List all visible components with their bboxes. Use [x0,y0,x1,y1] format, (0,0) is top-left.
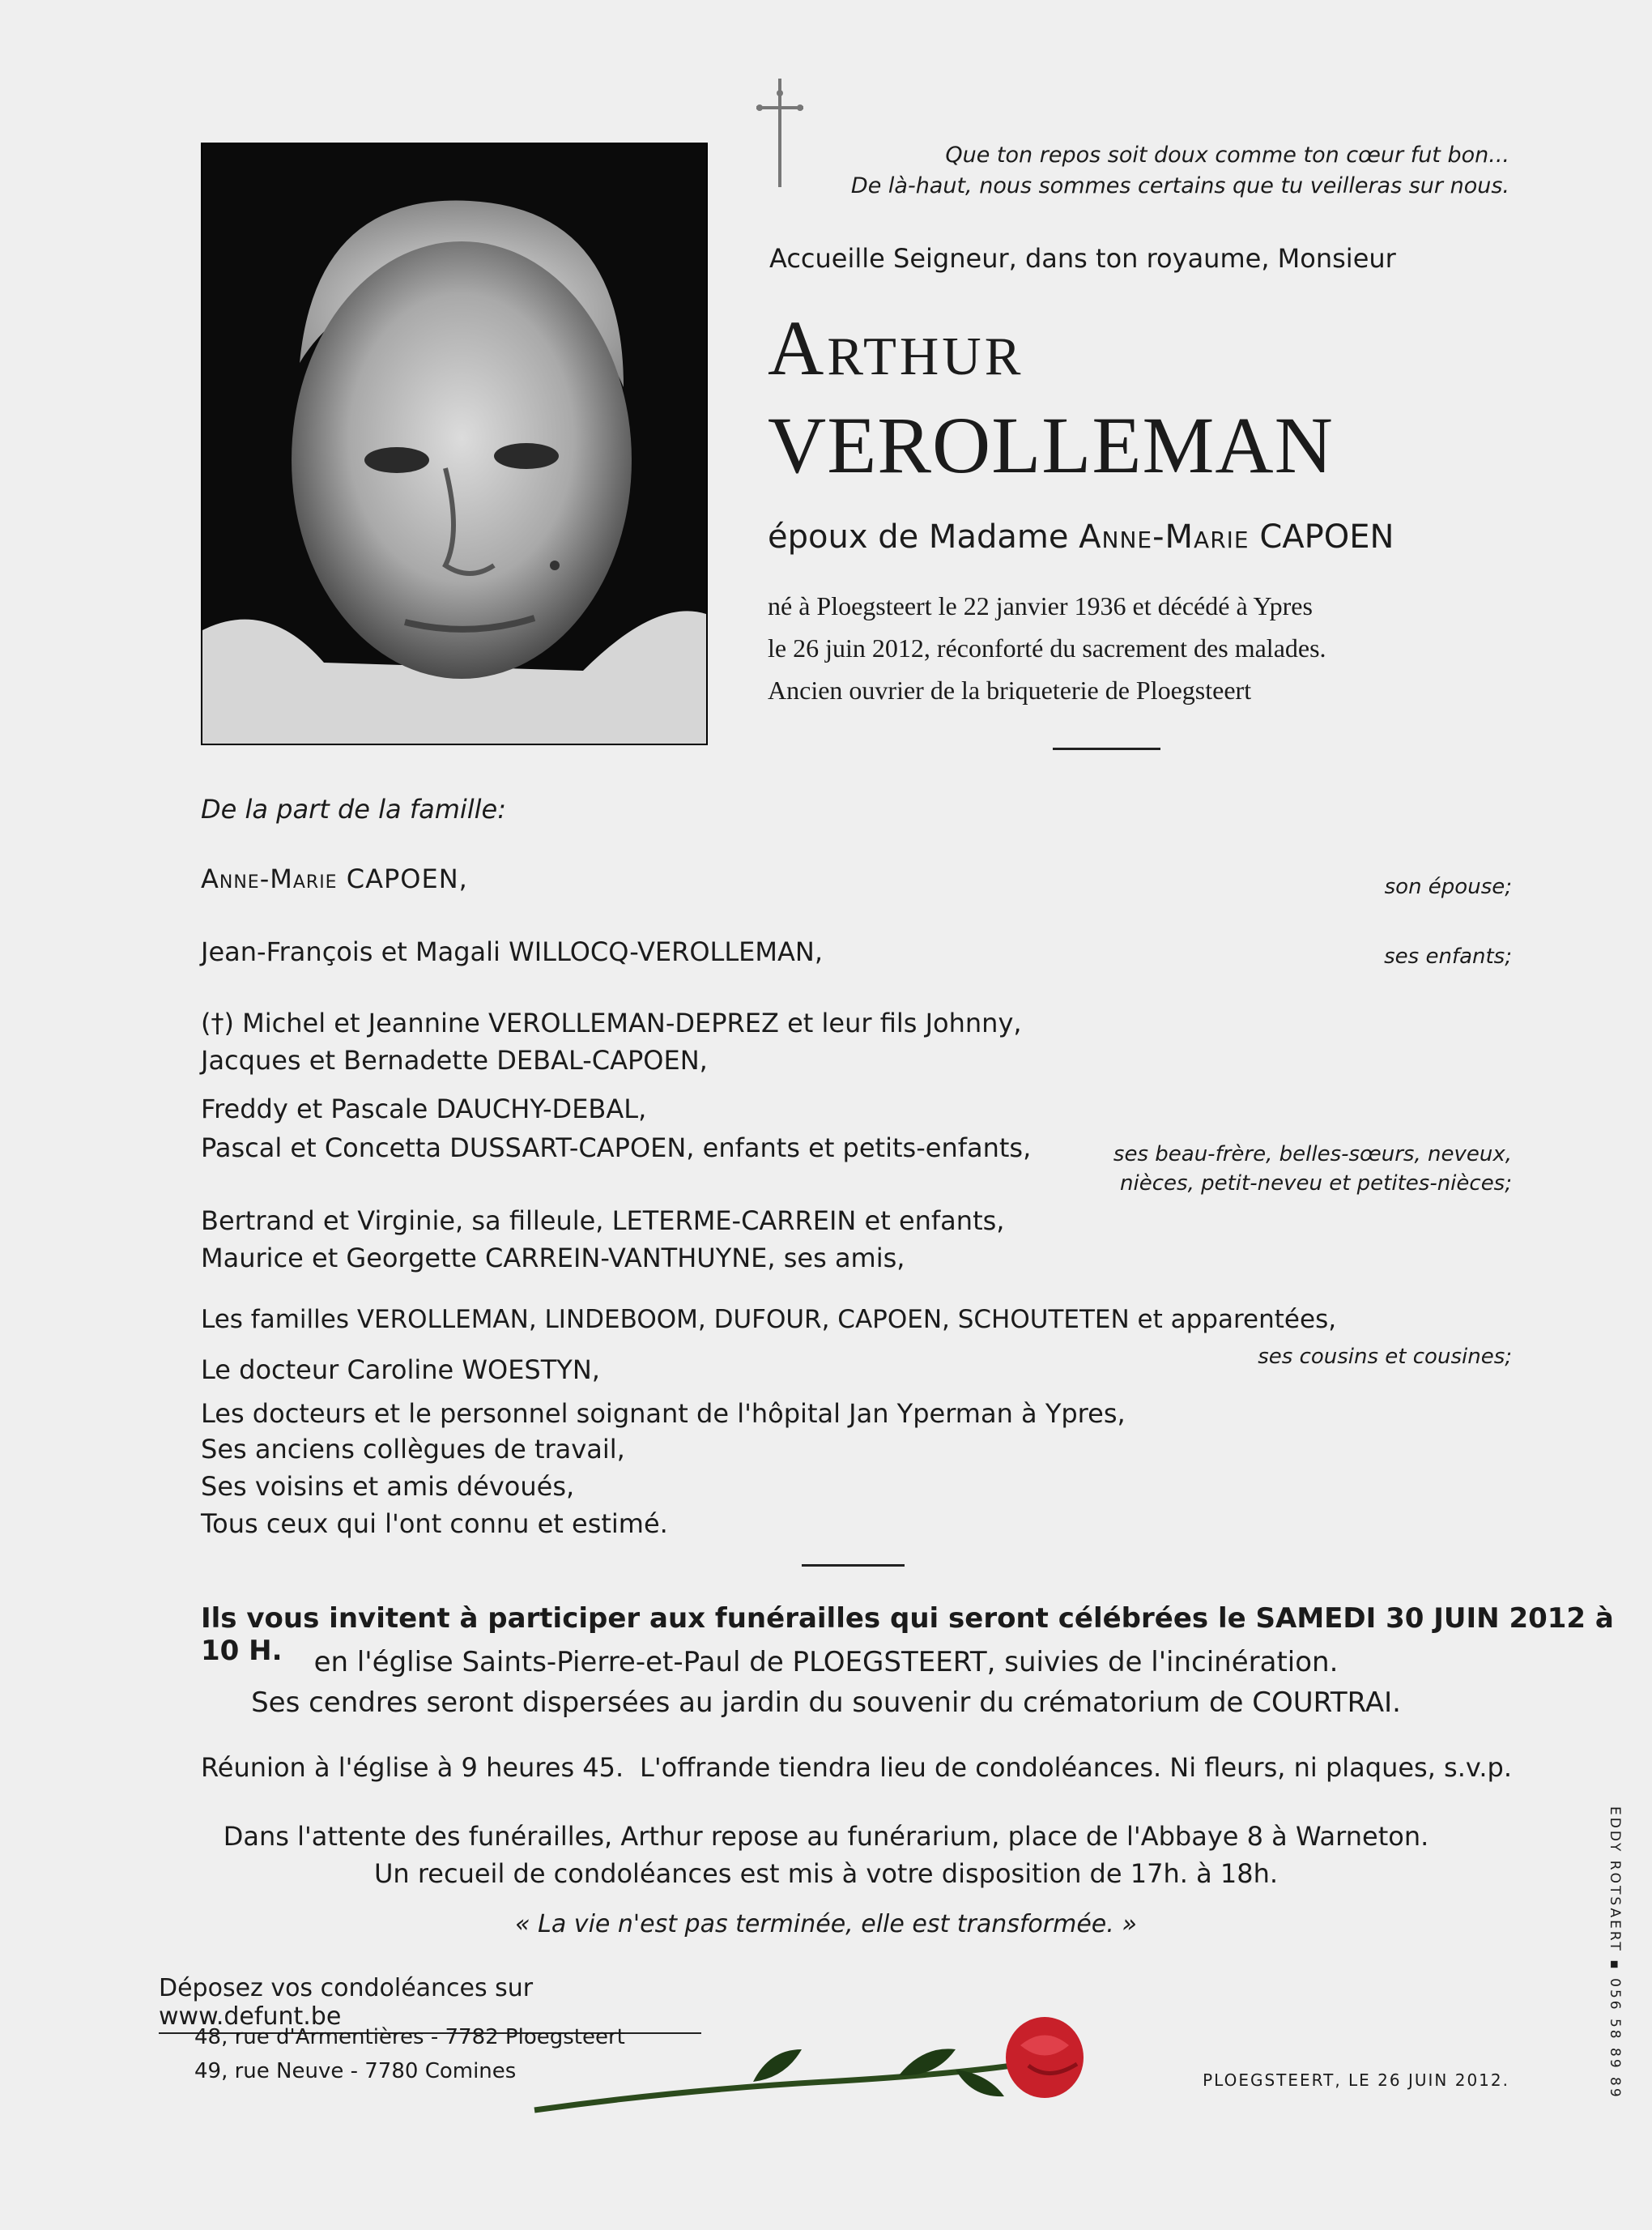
family-line-2: Jean-François et Magali WILLOCQ-VEROLLEMAN, [201,936,823,967]
deceased-last-name: VEROLLEMAN [768,400,1334,490]
family-line-7: Bertrand et Virginie, sa filleule, LETERME-CARREIN et enfants, [201,1205,1005,1236]
epigraph-line-1: Que ton repos soit doux comme ton cœur fut bon... [945,143,1509,168]
spouse-line [768,518,1394,556]
wake-line-2: Un recueil de condoléances est mis à votre disposition de 17h. à 18h. [373,1858,1279,1889]
family-line-8: Maurice et Georgette CARREIN-VANTHUYNE, ses amis, [201,1243,905,1273]
closing-quote: « La vie n'est pas terminée, elle est transformée. » [515,1910,1137,1938]
family-role-inlaws-2: nièces, petit-neveu et petites-nièces; [1120,1171,1512,1196]
funeral-line-2: en l'église Saints-Pierre-et-Paul de PLOEGSTEERT, suivies de l'incinération. [313,1646,1339,1678]
cross-icon [751,77,808,190]
bio-line-1: né à Ploegsteert le 22 janvier 1936 et décédé à Ypres [768,591,1313,620]
condolences-link[interactable]: Déposez vos condoléances sur www.defunt.be [159,1974,701,2034]
family-line-6: Pascal et Concetta DUSSART-CAPOEN, enfants et petits-enfants, [201,1132,1032,1163]
deceased-first-name: Arthur [768,305,1024,391]
family-heading: De la part de la famille: [201,794,506,825]
note-fleurs: Ni fleurs, ni plaques, s.v.p. [1169,1752,1512,1783]
family-line-5: Freddy et Pascale DAUCHY-DEBAL, [201,1094,647,1124]
family-line-1: Anne-Marie CAPOEN, [201,863,468,894]
family-line-3: (†) Michel et Jeannine VEROLLEMAN-DEPREZ et leur fils Johnny, [201,1008,1022,1038]
divider-2 [802,1564,905,1567]
spouse-first-name: Anne-Marie [1079,518,1250,556]
bio-line-2: le 26 juin 2012, réconforté du sacrement des malades. [768,633,1326,663]
family-line-4: Jacques et Bernadette DEBAL-CAPOEN, [201,1045,708,1076]
spouse-prefix: époux de Madame [768,518,1069,556]
place-date: PLOEGSTEERT, LE 26 JUIN 2012. [1203,2070,1509,2090]
wake-line-1: Dans l'attente des funérailles, Arthur repose au funérarium, place de l'Abbaye 8 à Warneton. [223,1821,1429,1852]
portrait-photo [201,143,708,745]
family-line-13: Ses voisins et amis dévoués, [201,1471,575,1502]
epigraph-line-2: De là-haut, nous sommes certains que tu veilleras sur nous. [850,173,1509,198]
funeral-line-1: Ils vous invitent à participer aux funérailles qui seront célébrées le SAMEDI 30 JUIN 2012 à 10 H. [201,1602,1614,1667]
family-line-14: Tous ceux qui l'ont connu et estimé. [201,1508,668,1539]
note-reunion: Réunion à l'église à 9 heures 45. [201,1752,624,1783]
funeral-home-address-1: 48, rue d'Armentières - 7782 Ploegsteert [194,2025,625,2049]
family-role-spouse: son épouse; [1384,875,1512,899]
family-role-inlaws-1: ses beau-frère, belles-sœurs, neveux, [1113,1142,1512,1166]
funeral-home-address-2: 49, rue Neuve - 7780 Comines [194,2059,517,2083]
family-line-10: Le docteur Caroline WOESTYN, [201,1354,600,1385]
family-line-9: Les familles VEROLLEMAN, LINDEBOOM, DUFOUR, CAPOEN, SCHOUTETEN et apparentées, [201,1305,1337,1334]
family-line-12: Ses anciens collègues de travail, [201,1434,625,1465]
rose-icon [518,2001,1101,2122]
note-offrande: L'offrande tiendra lieu de condoléances. [640,1752,1162,1783]
family-role-children: ses enfants; [1384,944,1512,969]
divider-1 [1053,748,1160,750]
funeral-line-3: Ses cendres seront dispersées au jardin du souvenir du crématorium de COURTRAI. [251,1686,1401,1719]
intro-text: Accueille Seigneur, dans ton royaume, Monsieur [769,243,1396,274]
family-line-11: Les docteurs et le personnel soignant de l'hôpital Jan Yperman à Ypres, [201,1398,1126,1429]
spouse-surname: CAPOEN [1259,518,1394,556]
family-role-cousins: ses cousins et cousines; [1258,1345,1512,1369]
bio-line-3: Ancien ouvrier de la briqueterie de Ploegsteert [768,676,1252,705]
printer-credit: EDDY ROTSAERT ▪ 056 58 89 89 [1607,1806,1623,2100]
